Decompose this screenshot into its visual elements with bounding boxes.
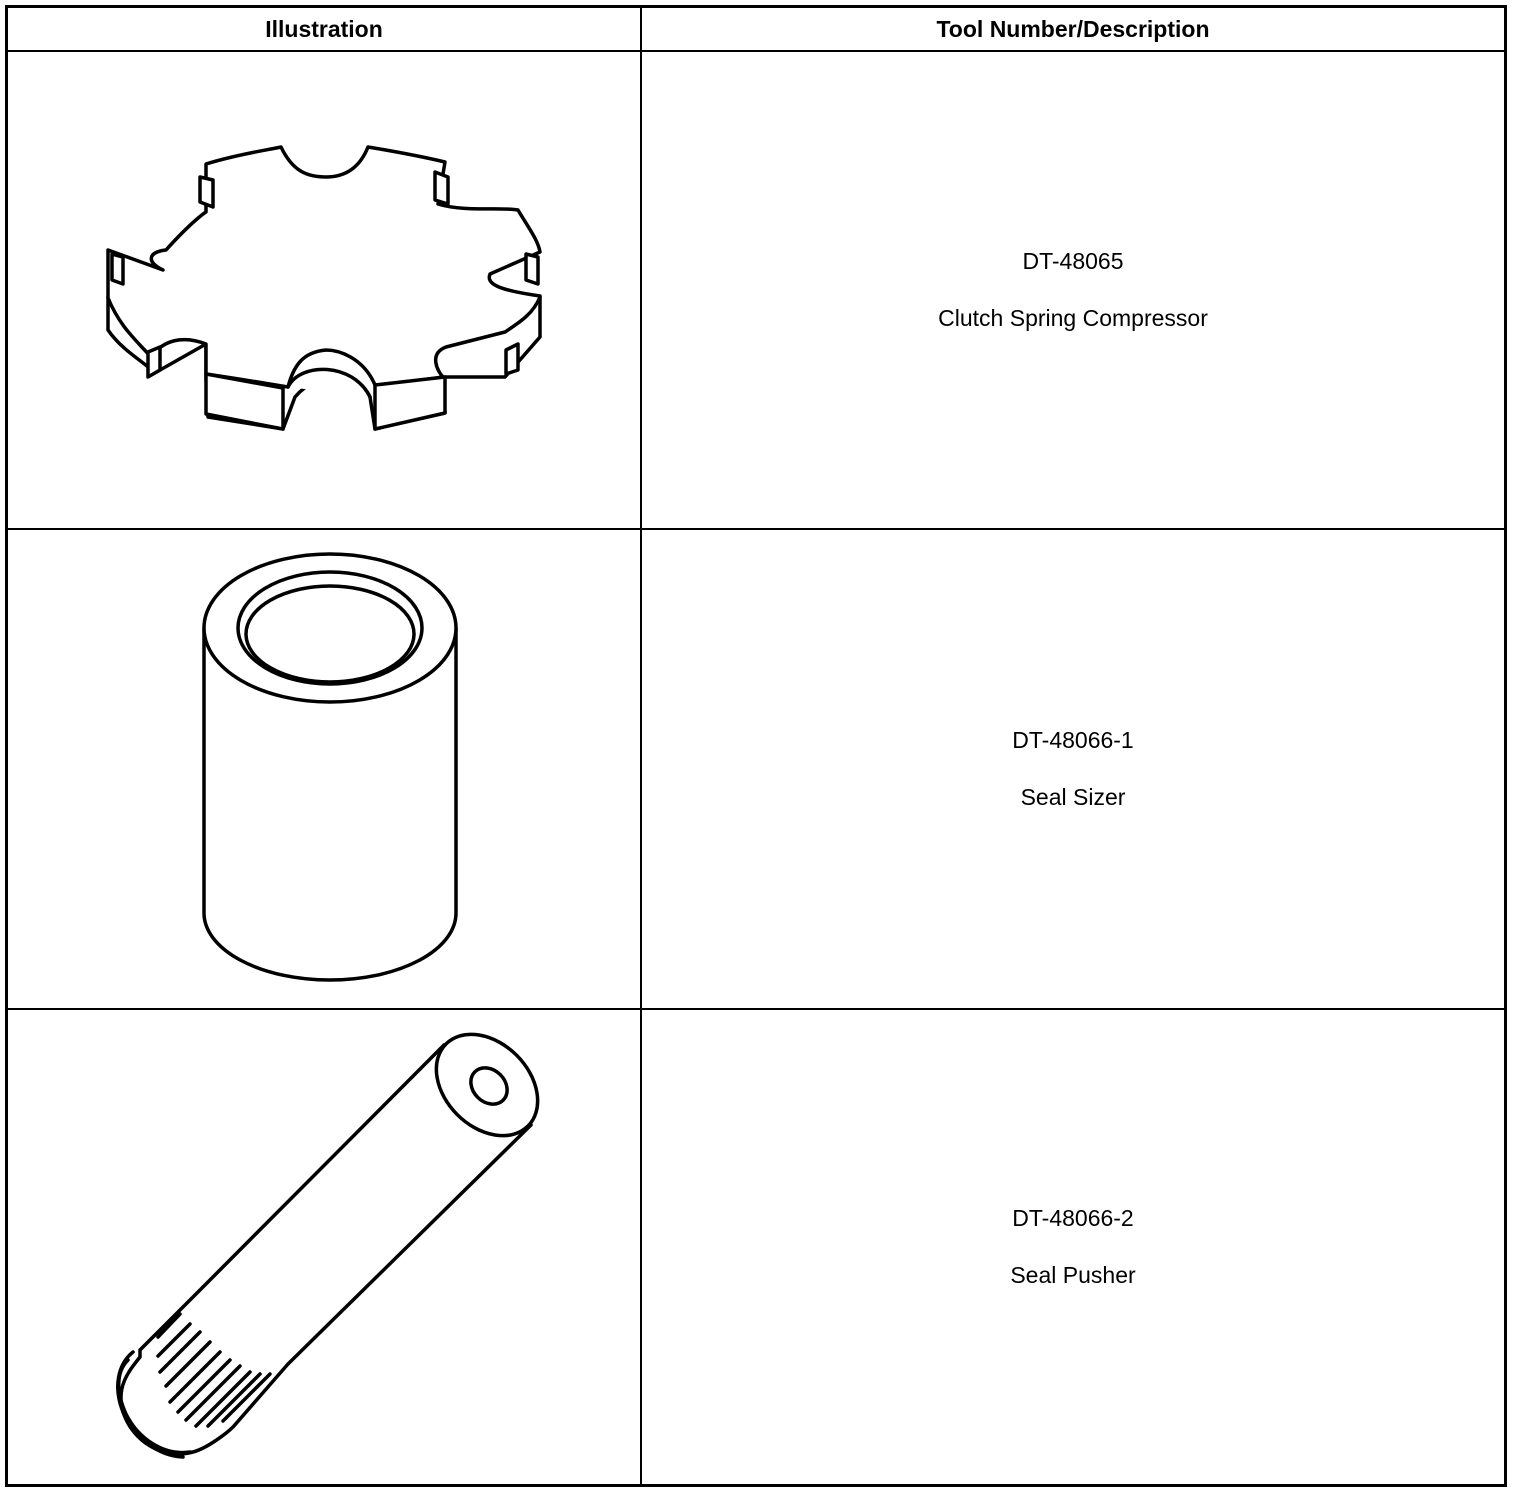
header-tool-number-description: Tool Number/Description — [936, 15, 1210, 42]
seal-sizer-illustration — [8, 530, 640, 1008]
tool-description: Clutch Spring Compressor — [938, 305, 1208, 331]
illustration-cell — [8, 52, 640, 528]
tool-description-cell — [642, 530, 1504, 1008]
seal-pusher-illustration — [8, 1010, 640, 1488]
illustration-cell — [8, 1010, 640, 1484]
tool-description-cell — [642, 1010, 1504, 1484]
tool-table — [5, 5, 1507, 1487]
tool-number: DT-48066-2 — [1012, 1205, 1134, 1231]
tool-description: Seal Sizer — [1020, 784, 1126, 810]
header-illustration: Illustration — [265, 15, 383, 42]
tool-description-cell — [642, 52, 1504, 528]
clutch-spring-compressor-illustration — [8, 52, 640, 530]
tool-description: Seal Pusher — [1010, 1262, 1136, 1288]
tool-number: DT-48066-1 — [1012, 727, 1134, 753]
illustration-cell — [8, 530, 640, 1008]
tool-number: DT-48065 — [1022, 248, 1124, 274]
